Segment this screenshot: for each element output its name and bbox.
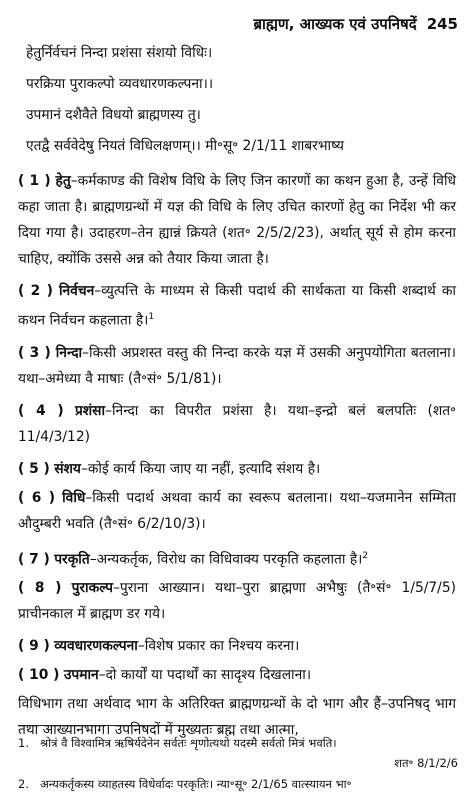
list-item-nirvachan (18, 278, 456, 334)
verse-line: हेतुर्निर्वचनं निन्दा प्रशंसा संशयो विधिः। (26, 45, 213, 61)
page-number: 245 (426, 15, 458, 33)
footnote-1-reference: शत॰ 8/1/2/6 (394, 756, 458, 770)
footnote-1 (18, 734, 458, 752)
item-text: –कर्मकाण्ड की विशेष विधि के लिए जिन कारणों का कथन हुआ है, उन्हें विधि कहा जाता है। ब्राह्मणग्रन्थों में यज्ञ की विधि के लिए उचित कारणों हेतु का निर्देश भी कर दिया गया है। उदाहरण–तेन ह्यान्नं क्रियते (शत॰ 2/5/2/23), अर्थात् सूर्य से होम करना चाहिए, क्योंकि उससे अन्न को तैयार किया जाता है। (18, 173, 457, 267)
footnote-marker: 1 (148, 312, 155, 322)
footnote-number: 1. (18, 736, 29, 750)
item-term: संशय (54, 460, 81, 477)
header-title: ब्राह्मण, आख्यक एवं उपनिषदें (253, 15, 417, 33)
footnote-text: श्रोत्रं वै विश्वामित्र ऋषिर्यदेनेन सर्वतः शृणोत्यथो यदस्मै सर्वतो मित्रं भवति। (40, 736, 337, 750)
item-number: ( 4 ) (18, 402, 64, 419)
item-number: ( 10 ) (18, 667, 60, 684)
list-item-vyavadharanakalpana (18, 633, 456, 659)
item-term: प्रशंसा (74, 402, 106, 419)
item-text: –कोई कार्य किया जाए या नहीं, इत्यादि संशय है। (80, 460, 321, 477)
verse-line: परक्रिया पुराकल्पो व्यवधारणकल्पना।। (26, 76, 214, 92)
footnote-divider (18, 725, 228, 726)
item-number: ( 5 ) (18, 460, 50, 477)
list-item-samshaya (18, 456, 456, 482)
footnote-text: अन्यकर्तृकस्य व्याहतस्य विधेर्वादः परकृतिः। न्या॰सू॰ 2/1/65 वात्स्यायन भा॰ (40, 777, 352, 791)
item-number: ( 2 ) (18, 283, 53, 299)
running-header (0, 14, 458, 34)
item-term: उपमान (63, 667, 99, 684)
item-text: –किसी पदार्थ अथवा कार्य का स्वरूप बतलाना। यथा–यजमानेन सम्मिता औदुम्बरी भवति (तै॰सं॰ 6/2/10/3)। (18, 489, 456, 532)
list-item-parakriti (18, 543, 456, 573)
item-number: ( 8 ) (18, 580, 62, 597)
list-item-vidhi (18, 485, 456, 537)
item-text: –विशेष प्रकार का निश्चय करना। (137, 638, 300, 655)
page-body (18, 44, 456, 749)
item-number: ( 1 ) (18, 173, 51, 189)
item-term: निन्दा (55, 344, 83, 361)
closing-paragraph: विधिभाग तथा अर्थवाद भाग के अतिरिक्त ब्राह्मणग्रन्थों के दो भाग और हैं–उपनिषद् भाग तथा आख्यानभाग। उपनिषदों में मुख्यतः ब्रह्म तथा आत्मा, (18, 696, 456, 739)
footnote-number: 2. (18, 777, 29, 791)
item-term: निर्वचन (58, 283, 95, 299)
list-item-hetu (18, 168, 456, 272)
item-term: पुराकल्प (71, 580, 113, 597)
footnote-2 (18, 775, 458, 793)
verse-line: एतद्वै सर्ववेदेषु नियतं विधिलक्षणम्।। मी॰सू॰ 2/1/11 शाबरभाष्य (26, 138, 345, 154)
footnote-marker: 2 (362, 550, 369, 561)
item-text: –व्युत्पत्ति के माध्यम से किसी पदार्थ की सार्थकता या किसी शब्दार्थ का कथन निर्वचन कहलाता है। (18, 283, 456, 329)
item-text: –दो कार्यों या पदार्थों का सादृश्य दिखलाना। (98, 667, 312, 684)
item-term: विधि (62, 489, 86, 506)
item-text: –निन्दा का विपरीत प्रशंसा है। यथा–इन्द्रो बलं बलपतिः (शत॰ 11/4/3/12) (18, 402, 456, 445)
list-item-ninda (18, 340, 456, 392)
item-term: परकृति (54, 551, 90, 568)
item-term: हेतु (55, 173, 71, 189)
verse-line: उपमानं दशैवैते विधयो ब्राह्मणस्य तु। (26, 107, 201, 123)
item-number: ( 6 ) (18, 489, 56, 506)
item-text: –अन्यकर्तृक, विरोध का विधिवाक्य परकृति कहलाता है। (89, 551, 363, 568)
list-item-upamana (18, 662, 456, 688)
list-item-prashamsa (18, 398, 456, 450)
item-number: ( 7 ) (18, 551, 50, 568)
item-term: व्यवधारणकल्पना (54, 638, 138, 655)
item-text: –किसी अप्रशस्त वस्तु की निन्दा करके यज्ञ में उसकी अनुपयोगिता बतलाना। यथा–अमेध्या वै माषाः (तै॰सं॰ 5/1/81)। (18, 344, 456, 387)
item-text: –पुराना आख्यान। यथा–पुरा ब्राह्मणा अभैषुः (तै॰सं॰ 1/5/7/5) प्राचीनकाल में ब्राह्मण डर गये। (18, 580, 456, 623)
item-number: ( 3 ) (18, 344, 51, 361)
item-number: ( 9 ) (18, 638, 50, 655)
list-item-purakalpa (18, 575, 456, 627)
